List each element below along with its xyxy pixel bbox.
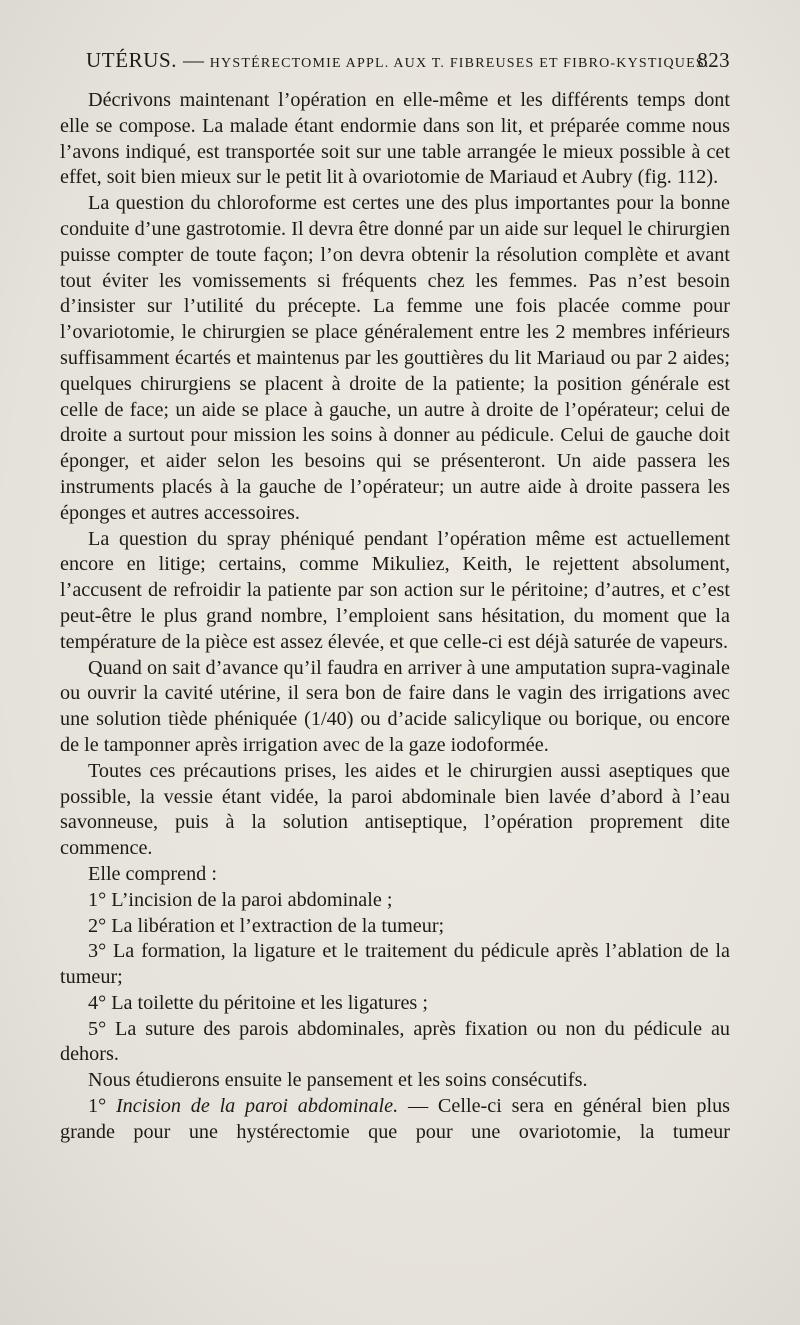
section-text: — Celle-ci sera en général bien plus grande pour une hystérectomie que pour une ovariotomie, la tumeur: [60, 1095, 731, 1143]
header-title: UTÉRUS. —: [86, 48, 205, 72]
step-item: 5° La suture des parois abdominales, après fixation ou non du pédicule au dehors.: [60, 1017, 730, 1066]
body-text: [60, 88, 730, 1146]
paragraph: La question du spray phéniqué pendant l’opération même est actuellement encore en litige; certains, comme Mikuliez, Keith, le rejettent absolument, l’accusent de refroidir la patiente par son action sur le péritoine; d’autres, et c’est peut-être le plus grand nombre, l’emploient sans hésitation, du moment que la température de la pièce est assez élevée, et que celle-ci est déjà saturée de vapeurs.: [60, 527, 730, 653]
running-header: [86, 48, 730, 73]
step-item: 2° La libération et l’extraction de la tumeur;: [88, 914, 445, 937]
paragraph: Décrivons maintenant l’opération en elle-même et les différents temps dont elle se compose. La malade étant endormie dans son lit, et préparée comme nous l’avons indiqué, est transportée soit sur une table arrangée le mieux possible à cet effet, soit bien mieux sur le petit lit à ovariotomie de Mariaud et Aubry (fig. 112).: [60, 89, 730, 189]
section-number: 1°: [88, 1095, 107, 1118]
section-paragraph: [60, 1094, 730, 1146]
paragraph: Toutes ces précautions prises, les aides et le chirurgien aussi aseptiques que possible, la vessie étant vidée, la paroi abdominale bien lavée d’abord à l’eau savonneuse, puis à la solution antiseptique, l’opération proprement dite commence.: [60, 759, 730, 860]
paragraph: La question du chloroforme est certes une des plus importantes pour la bonne conduite d’une gastrotomie. Il devra être donné par un aide sur lequel le chirurgien puisse compter de toute façon; l’on devra obtenir la résolution complète et avant tout éviter les vomissements si fréquents chez les femmes. Pas n’est besoin d’insister sur l’utilité du précepte. La femme une fois placée comme pour l’ovariotomie, le chirurgien se place généralement entre les 2 membres inférieurs suffisamment écartés et maintenus par les gouttières du lit Mariaud ou par 2 aides; quelques chirurgiens se placent à droite de la patiente; la position générale est celle de face; un aide se place à gauche, un autre à droite de l’opérateur; celui de droite a surtout pour mission les soins à donner au pédicule. Celui de gauche doit éponger, et aider selon les besoins qui se présenteront. Un aide passera les instruments placés à la gauche de l’opérateur; un autre aide à droite passera les éponges et autres accessoires.: [60, 192, 730, 524]
section-heading: Incision de la paroi abdominale.: [115, 1095, 399, 1118]
step-item: 4° La toilette du péritoine et les ligatures ;: [88, 991, 428, 1014]
header-subtitle: HYSTÉRECTOMIE APPL. AUX T. FIBREUSES ET FIBRO-KYSTIQUES.: [209, 56, 710, 71]
page-number: 823: [697, 48, 730, 72]
step-item: 3° La formation, la ligature et le traitement du pédicule après l’ablation de la tumeur;: [60, 940, 730, 989]
step-item: 1° L’incision de la paroi abdominale ;: [88, 888, 393, 911]
paragraph: Quand on sait d’avance qu’il faudra en arriver à une amputation supra-vaginale ou ouvrir la cavité utérine, il sera bon de faire dans le vagin des irrigations avec une solution tiède phéniquée (1/40) ou d’acide salicylique ou borique, ou encore de le tamponner après irrigation avec de la gaze iodoformée.: [60, 656, 730, 756]
followup-sentence: Nous étudierons ensuite le pansement et les soins consécutifs.: [88, 1069, 588, 1092]
list-intro: Elle comprend :: [88, 862, 217, 885]
